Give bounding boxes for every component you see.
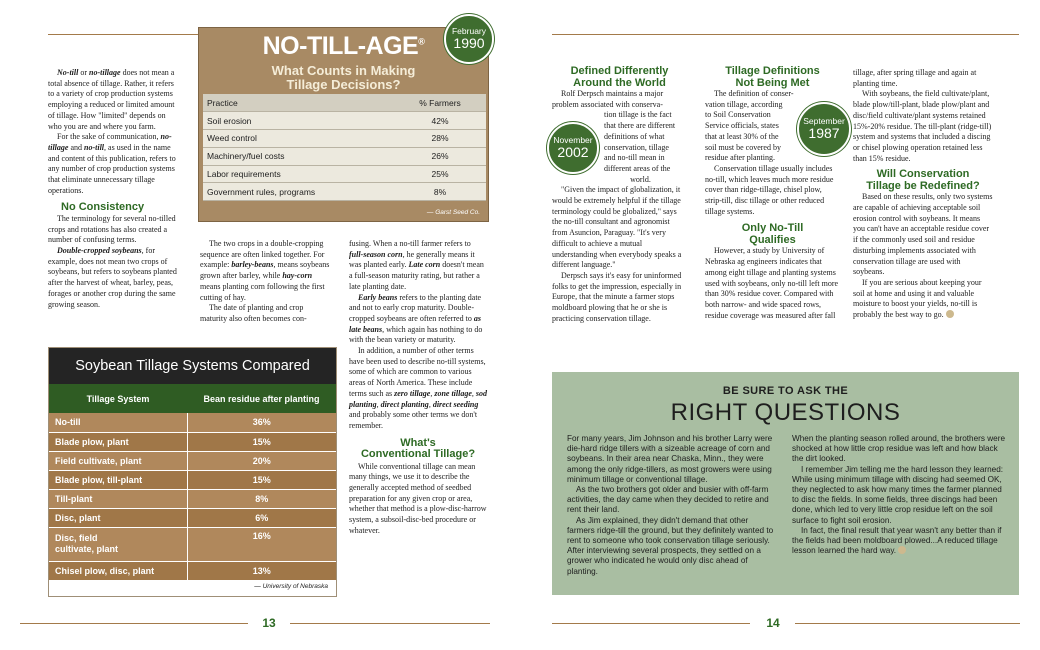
table-row <box>49 451 336 470</box>
paragraph: As the two brothers got older and busier with off-farm activities, the day came when they decided to retire and rent their land. <box>567 485 769 515</box>
survey-brand: NO-TILL-AGE® <box>262 32 425 60</box>
survey-col-practice: Practice <box>203 94 394 112</box>
soybean-residue: 36% <box>187 413 336 432</box>
heading-only-no-till: Only No-Till Qualifies <box>741 222 804 246</box>
right-questions-sidebar <box>552 372 1019 595</box>
paragraph: When the planting season rolled around, the brothers were shocked at how little crop residue was left and how black the dirt looked. <box>792 434 1006 464</box>
paragraph: For the sake of communication, no-tillage and no-till, as used in the name and content of this publication, refers to any number of crop production systems that eliminate unnecessary tillage operations. <box>48 132 176 195</box>
sidebar-col-right <box>792 434 1005 556</box>
survey-pct: 26% <box>394 147 486 165</box>
sidebar-title: RIGHT QUESTIONS <box>670 399 901 426</box>
paragraph: However, a study by University of Nebraska ag engineers indicates that among eight tillage and planting systems used with soybeans, only no-till left more than 30% residue cover. Compared with both narrow- and wide spaced rows, residue coverage was measured after fall <box>705 246 839 320</box>
soybean-system: Blade plow, plant <box>49 432 187 451</box>
article-col-2 <box>200 239 332 325</box>
survey-col-pct: % Farmers <box>394 94 486 112</box>
survey-pct: 28% <box>394 130 486 148</box>
heading-defined-differently: Defined Differently Around the World <box>570 65 669 89</box>
article-col-1 <box>48 68 180 310</box>
survey-practice: Weed control <box>203 130 394 148</box>
survey-practice: Government rules, programs <box>203 183 394 201</box>
paragraph: With soybeans, the field cultivate/plant, blade plow/till-plant, blade plow/plant and disc/field cultivate/plant systems retained 15%-20% residue. The till-plant (ridge-till) system and systems that included a discing or chisel plowing operation retained less than 15% residue. <box>853 89 992 163</box>
badge-month: November <box>553 135 593 145</box>
soybean-residue: 15% <box>187 432 336 451</box>
soybean-source: — University of Nebraska <box>254 583 328 590</box>
survey-practice: Soil erosion <box>203 112 394 130</box>
survey-practice: Labor requirements <box>203 165 394 183</box>
bottom-rule-right-b <box>795 623 1020 624</box>
soybean-residue: 13% <box>187 561 336 580</box>
soybean-residue: 16% <box>187 527 336 561</box>
date-badge-feb-1990 <box>444 14 494 64</box>
paragraph: The date of planting and crop maturity also often becomes con- <box>200 303 307 323</box>
wrapped-lines: tion tillage is the fact that there are different definitions of what conservation, tillage and no-till mean in different areas of the world. <box>604 110 676 184</box>
paragraph: The terminology for several no-tilled crops and rotations has also created a number of confusing terms. <box>48 213 176 245</box>
soybean-table-title: Soybean Tillage Systems Compared <box>49 348 336 384</box>
paragraph: For many years, Jim Johnson and his brother Larry were die-hard ridge tillers with a sizeable acreage of corn and soybeans. In their area near Chaska, Minn., they were among the only ridge-tillers, as most growers were using minimum tillage or conventional tillage. <box>567 434 773 484</box>
soybean-table-box <box>48 347 337 597</box>
soybean-system: Blade plow, till-plant <box>49 470 187 489</box>
top-rule-left <box>48 34 198 35</box>
soybean-residue: 15% <box>187 470 336 489</box>
soybean-system: No-till <box>49 413 187 432</box>
table-row <box>49 508 336 527</box>
table-row <box>203 130 486 148</box>
survey-subtitle: What Counts in Making Tillage Decisions? <box>271 63 416 92</box>
soybean-header-row <box>49 384 336 413</box>
paragraph: Based on these results, only two systems are capable of achieving acceptable soil erosion control with soybeans. It means you can't have an acceptable residue cover if the commonly used soil and residue disturbing implements associated with conservation tillage are used with soybeans. <box>853 192 993 277</box>
sidebar-kicker: BE SURE TO ASK THE <box>722 385 849 397</box>
table-row <box>203 165 486 183</box>
paragraph: Early beans refers to the planting date and not to early crop maturity. Double-cropped soybeans are often referred to as late beans, which again has nothing to do with the bean variety or maturity. <box>349 292 483 345</box>
heading-no-consistency: No Consistency <box>61 201 145 214</box>
soybean-system: Disc, field cultivate, plant <box>49 527 187 561</box>
heading-conventional-tillage: What's Conventional Tillage? <box>360 436 476 461</box>
paragraph: "Given the impact of globalization, it would be extremely helpful if the tillage terminology could be globalized," says the no-till consultant and agronomist from Asuncion, Paraguay. "It's very difficult to achieve a mutual understanding when everybody speaks a different language." <box>552 185 682 270</box>
soybean-col-system: Tillage System <box>49 384 187 413</box>
heading-definitions-not-met: Tillage Definitions Not Being Met <box>725 65 820 89</box>
badge-year: 1987 <box>808 125 840 141</box>
survey-pct: 25% <box>394 165 486 183</box>
table-row <box>49 527 336 561</box>
soybean-system: Chisel plow, disc, plant <box>49 561 187 580</box>
survey-table <box>203 94 486 201</box>
soybean-residue: 6% <box>187 508 336 527</box>
paragraph: tillage, after spring tillage and again at planting time. <box>853 68 977 88</box>
soybean-system: Field cultivate, plant <box>49 451 187 470</box>
bottom-rule-right-a <box>552 623 750 624</box>
table-row <box>49 432 336 451</box>
article-col-6 <box>853 68 993 321</box>
page-number-left: 13 <box>262 616 276 630</box>
paragraph: Rolf Derpsch maintains a major problem associated with conserva- <box>552 89 664 109</box>
sidebar-col-left <box>567 434 777 577</box>
article-col-3 <box>349 239 487 537</box>
paragraph: While conventional tillage can mean many things, we use it to describe the generally accepted method of seedbed preparation for any given crop or area, whether that method is a plow-disc-harrow system, a subsoil-disc-bed procedure or whatever. <box>349 461 487 535</box>
paragraph: If you are serious about keeping your soil at home and using it and valuable moisture to boost your yields, no-till is probably the best way to go. <box>853 277 982 320</box>
survey-practice: Machinery/fuel costs <box>203 147 394 165</box>
table-row <box>203 183 486 201</box>
survey-box <box>198 27 489 222</box>
soybean-residue: 8% <box>187 489 336 508</box>
soybean-system: Till-plant <box>49 489 187 508</box>
heading-will-conservation: Will Conservation Tillage be Redefined? <box>866 168 980 192</box>
paragraph: Double-cropped soybeans, for example, does not mean two crops of soybeans, but refers to soybeans planted after the harvest of wheat, barley, peas, forages or another crop during the same growing season. <box>48 246 177 309</box>
paragraph: No-till or no-tillage does not mean a total absence of tillage. Rather, it refers to a variety of crop production systems employing a reduced or limited amount of tillage. How "limited" depends on who you are and where you farm. <box>48 68 175 131</box>
soybean-system: Disc, plant <box>49 508 187 527</box>
table-row <box>49 413 336 432</box>
paragraph: Derpsch says it's easy for uninformed folks to get the impression, especially in Europe, that the minute a farmer stops moldboard plowing that he or she is practicing conservation tillage. <box>552 270 682 323</box>
badge-month: September <box>803 116 845 126</box>
table-row <box>49 470 336 489</box>
bottom-rule-left-a <box>20 623 248 624</box>
end-mark-icon <box>946 310 954 318</box>
badge-year: 1990 <box>453 35 485 51</box>
survey-source: — Garst Seed Co. <box>426 209 480 216</box>
top-rule-right <box>552 34 1019 35</box>
bottom-rule-left-b <box>290 623 490 624</box>
soybean-table <box>49 384 336 581</box>
table-row <box>49 561 336 580</box>
paragraph: Conservation tillage usually includes no-till, which leaves much more residue cover than ridge-tillage, chisel plow, strip-till, disc tillage or other reduced tillage systems. <box>705 163 834 216</box>
article-col-4 <box>552 66 687 324</box>
table-row <box>203 147 486 165</box>
end-mark-icon <box>898 546 906 554</box>
survey-pct: 42% <box>394 112 486 130</box>
paragraph: I remember Jim telling me the hard lesson they learned: While using minimum tillage with discing had seemed OK, they neglected to ask how many times the farmer planned to disc the fields. In some fields, three discings had been done, which led to very little crop residue left on the soil surface to fight soil erosion. <box>792 464 1004 525</box>
paragraph: fusing. When a no-till farmer refers to full-season corn, he generally means it was planted early. Late corn doesn't mean a full-season maturity rating, but rather a late planting date. <box>349 239 484 291</box>
date-badge-nov-2002 <box>547 122 599 174</box>
paragraph: In addition, a number of other terms have been used to describe no-till systems, some of which are common to various areas of North America. These include terms such as zero tillage, zone tillage, sod planting, direct planting, direct seeding and probably some other terms we don't remember. <box>349 346 488 430</box>
paragraph: The two crops in a double-cropping sequence are often linked together. For example: barley-beans, means soybeans grown after barley, while hay-corn means planting corn following the first cutting of hay. <box>200 239 330 302</box>
page-number-right: 14 <box>766 616 780 630</box>
survey-pct: 8% <box>394 183 486 201</box>
table-row <box>203 112 486 130</box>
paragraph: In fact, the final result that year wasn't any better than if the fields had been moldboard plowed...A reduced tillage lesson learned the hard way. <box>792 525 1002 556</box>
survey-header-row <box>203 94 486 112</box>
date-badge-sep-1987 <box>797 102 851 156</box>
badge-year: 2002 <box>557 144 589 160</box>
soybean-residue: 20% <box>187 451 336 470</box>
wrapped-lines: The definition of conser- vation tillage, according to Soil Conservation Service officials, states that at least 30% of the soil must be covered by residue after planting. <box>705 89 794 163</box>
badge-month: February <box>451 26 486 36</box>
table-row <box>49 489 336 508</box>
paragraph: As Jim explained, they didn't demand that other farmers ridge-till the ground, but they definitely wanted to rent to someone who took conservation tillage seriously. After interviewing several prospects, they settled on a grower who indicated he would only disc ahead of planting. <box>567 515 774 576</box>
soybean-col-residue: Bean residue after planting <box>187 384 336 413</box>
